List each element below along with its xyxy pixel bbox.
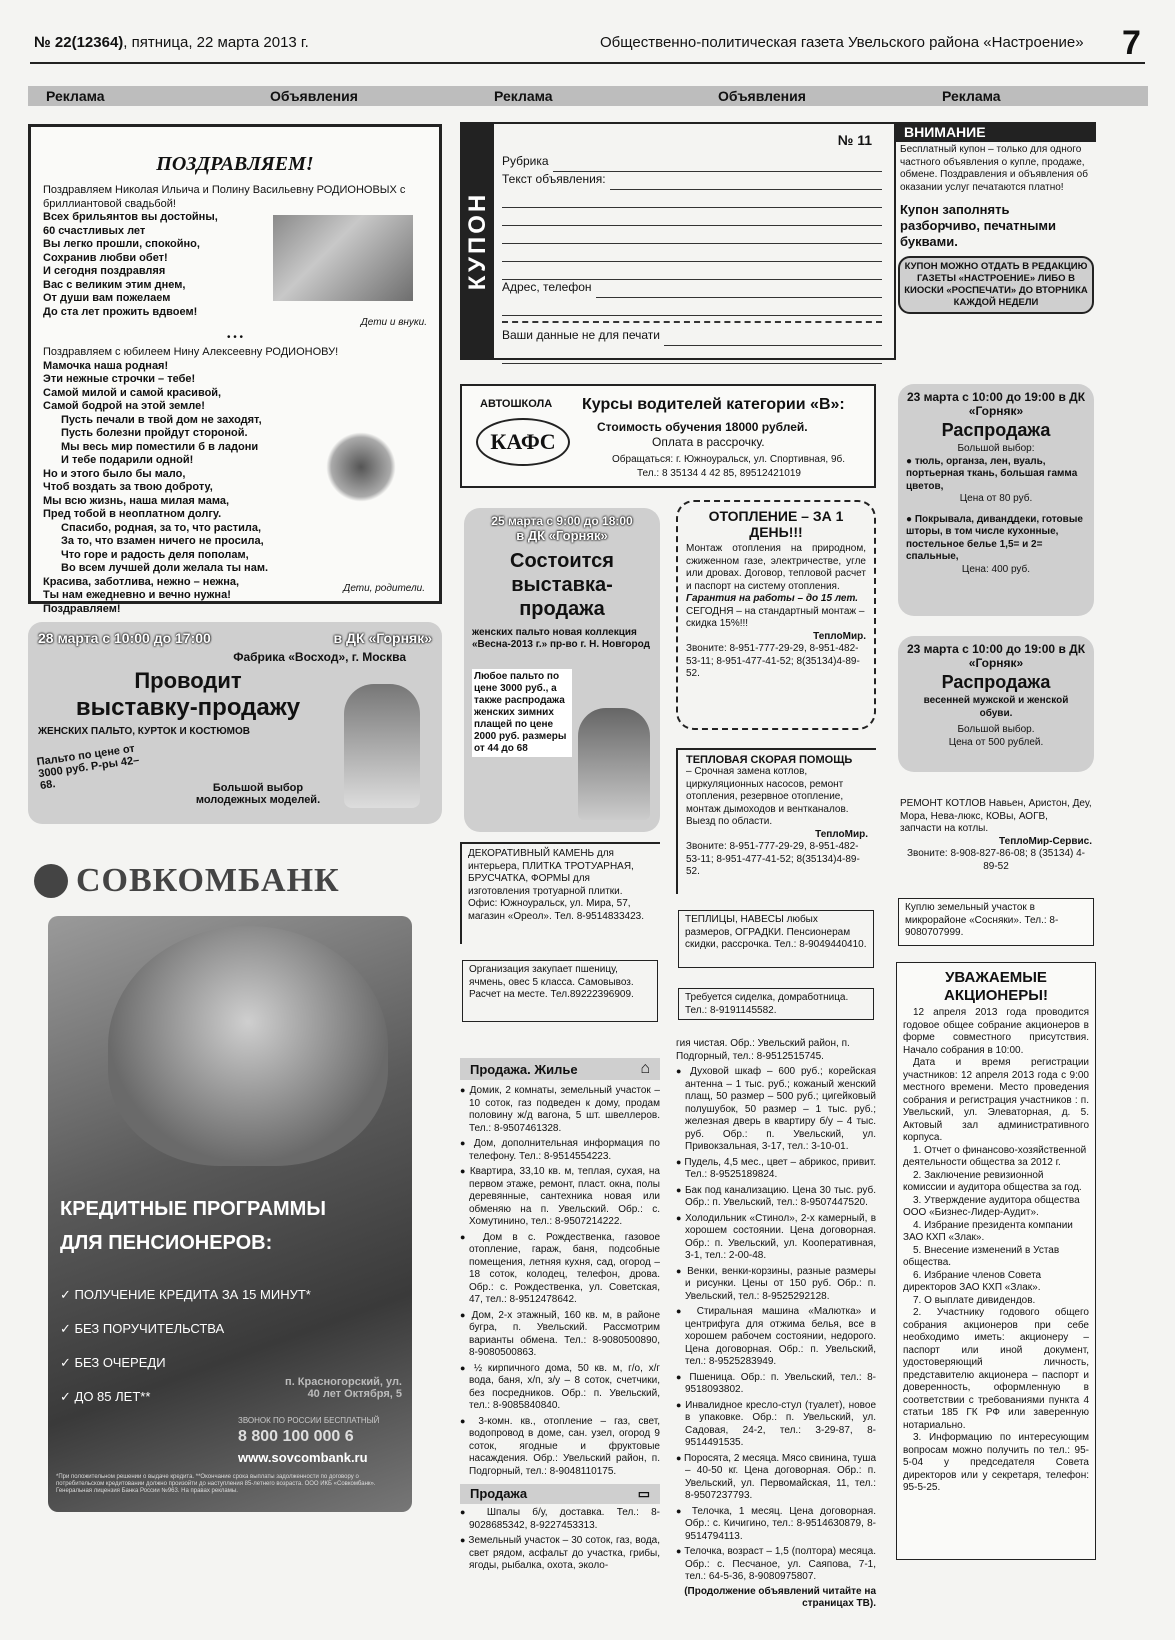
section-label: Объявления bbox=[718, 88, 806, 104]
autoschool-cost: Стоимость обучения 18000 рублей. bbox=[597, 420, 808, 434]
greeting-title: ПОЗДРАВЛЯЕМ! bbox=[156, 153, 314, 175]
sale-title bbox=[460, 1484, 660, 1504]
list-item: ● Квартира, 33,10 кв. м, теплая, сухая, на первом этаже, ремонт, пласт. окна, полы деревянные, сантехника новая или обменяю на п. Увельский. Обр.: с. Хомутинино, тел.: 8-9507214222. bbox=[460, 1165, 660, 1229]
issue-date: , пятница, 22 марта 2013 г. bbox=[123, 34, 309, 51]
sale1-item-1: ● тюль, органза, лен, вуаль, портьерная ткань, большая гамма цветов, bbox=[906, 455, 1078, 492]
list-item: ● Пудель, 4,5 мес., цвет – абрикос, привит. Тел.: 8-9525189824. bbox=[676, 1156, 876, 1182]
sale2-sub: весенней мужской и женской обуви. bbox=[923, 695, 1069, 719]
benefit-text: ДО 85 ЛЕТ** bbox=[74, 1389, 151, 1404]
poem-2 bbox=[43, 360, 323, 617]
notice-where: КУПОН МОЖНО ОТДАТЬ В РЕДАКЦИЮ ГАЗЕТЫ «НАСТРОЕНИЕ» ЛИБО В КИОСКИ «РОСПЕЧАТИ» ДО ВТОРНИКА КАЖДОЙ НЕДЕЛИ bbox=[898, 256, 1094, 314]
voshod-date: 28 марта с 10:00 до 17:00 bbox=[38, 630, 211, 646]
rubric-label: Рубрика bbox=[502, 154, 549, 168]
sale2-choice: Большой выбор. bbox=[957, 724, 1035, 735]
shareholders-para: 5. Внесение изменений в Устав общества. bbox=[903, 1244, 1060, 1268]
list-item: ● Венки, венки-корзины, разные размеры и рисунки. Цены от 150 руб. Обр.: п. Увельский, тел.: 8-9525292128. bbox=[676, 1265, 876, 1304]
poem-line: Ты нам ежедневно и вечно нужна! bbox=[43, 589, 231, 601]
heating-phone: Звоните: 8-951-777-29-29, 8-951-482-53-11; 8-951-477-41-52; 8(35134)4-89-52. bbox=[686, 643, 860, 679]
paper-name: Общественно-политическая газета Увельского района «Настроение» bbox=[600, 34, 1084, 51]
benefit-item: ✓ БЕЗ ПОРУЧИТЕЛЬСТВА bbox=[60, 1321, 225, 1336]
sale1-price-2: Цена: 400 руб. bbox=[961, 563, 1031, 575]
autoschool-ad bbox=[460, 384, 876, 488]
list-item: ● 3-комн. кв., отопление – газ, свет, водопровод в доме, сан. узел, огород 9 соток, ягодные и фруктовые насаждения. Обр.: Увельский район, п. Подгорный, тел.: 8-9048110175. bbox=[460, 1415, 660, 1479]
land-ad bbox=[898, 898, 1094, 946]
list-item: ● Стиральная машина «Малютка» и центрифуга для отжима белья, все в хорошем рабочем состоянии, недорого. Цена договорная. Обр.: п. Увельский, тел.: 8-9525283949. bbox=[676, 1305, 876, 1369]
sovcom-call: ЗВОНОК ПО РОССИИ БЕСПЛАТНЫЙ bbox=[238, 1416, 380, 1425]
text-field-line[interactable] bbox=[502, 226, 882, 244]
section-label: Реклама bbox=[494, 88, 553, 104]
shareholders-notice bbox=[896, 962, 1096, 1560]
sovcombank-name: СОВКОМБАНК bbox=[76, 862, 340, 899]
text-field-line[interactable] bbox=[502, 190, 882, 208]
sovcom-site: www.sovcombank.ru bbox=[238, 1450, 368, 1465]
poem-line: Чтоб воздать за твою доброту, bbox=[43, 481, 213, 493]
benefit-item: ✓ БЕЗ ОЧЕРЕДИ bbox=[60, 1355, 166, 1370]
separator: • • • bbox=[226, 331, 244, 343]
continuation-note: (Продолжение объявлений читайте на страницах ТВ). bbox=[684, 1585, 876, 1609]
list-item: ● Телочка, 1 месяц. Цена договорная. Обр.: с. Кичигино, тел.: 8-9514630879, 8-9514794113. bbox=[676, 1505, 876, 1544]
poem-line: Мы всю жизнь, наша милая мама, bbox=[43, 494, 230, 507]
greeting-intro-1: Поздравляем Николая Ильича и Полину Васильевну РОДИОНОВЫХ с бриллиантовой свадьбой! bbox=[43, 184, 406, 210]
tv-icon: ▭ bbox=[637, 1486, 650, 1501]
benefit-text: БЕЗ ПОРУЧИТЕЛЬСТВА bbox=[74, 1321, 225, 1336]
benefit-item: ✓ ПОЛУЧЕНИЕ КРЕДИТА ЗА 15 МИНУТ* bbox=[60, 1287, 311, 1302]
poem-line: Но и этого было бы мало, bbox=[43, 467, 186, 480]
sale-list-2 bbox=[676, 1065, 876, 1584]
heating-today: СЕГОДНЯ – на стандартный монтаж – скидка 15%!!! bbox=[686, 605, 865, 629]
sovcom-heading-1: КРЕДИТНЫЕ ПРОГРАММЫ bbox=[60, 1198, 326, 1220]
benefit-item: ✓ ДО 85 ЛЕТ** bbox=[60, 1389, 151, 1404]
text-field-line[interactable] bbox=[502, 262, 882, 280]
sale-column bbox=[676, 1038, 877, 1609]
issue-number: № 22(12364) bbox=[34, 34, 124, 51]
boilers-ad bbox=[896, 796, 1096, 882]
sale2-price: Цена от 500 рублей. bbox=[948, 736, 1044, 748]
poem-line: Красива, заботлива, нежно – нежна, bbox=[43, 575, 240, 588]
poem-line: Мамочка наша родная! bbox=[43, 359, 169, 372]
caption-children-parents: Дети, родители. bbox=[343, 582, 425, 594]
expo-ad bbox=[464, 508, 660, 832]
notice-fill: Купон заполнять разборчиво, печатными буквами. bbox=[900, 202, 1057, 249]
text-field[interactable] bbox=[610, 172, 882, 190]
emergency-text: – Срочная замена котлов, циркуляционных насосов, ремонт отопления, резервное отопление, монтаж дымоходов и вентканалов. Выезд по области. bbox=[686, 766, 849, 827]
shareholders-para: 1. Отчет о финансово-хозяйственной деятельности общества за 2012 г. bbox=[903, 1144, 1087, 1168]
list-item: ● Дом в с. Рождественка, газовое отопление, гараж, баня, подсобные помещения, летняя кухня, сад, огород – 18 соток, колодец, телефон, дрова. Обр.: с. Рождественка, ул. Советская, 47, тел.: 8-9512478642. bbox=[460, 1231, 660, 1307]
shareholders-para: 2. Участнику годового общего собрания акционеров при себе необходимо иметь: акционеру – паспорт или иной документ, удостоверяющий личность, представителю акционера – паспорт и доверенность, оформленную в соответствии с требованиями пункта 4 статьи 185 ГК РФ или заверенную нотариально. bbox=[903, 1307, 1089, 1431]
heating-title: ОТОПЛЕНИЕ – ЗА 1 ДЕНЬ!!! bbox=[708, 508, 844, 540]
section-label: Реклама bbox=[942, 88, 1001, 104]
address-label: Адрес, телефон bbox=[502, 280, 592, 294]
expo-place: в ДК «Горняк» bbox=[516, 528, 608, 543]
housing-column bbox=[460, 1036, 661, 1571]
poem-line: И сегодня поздравляя bbox=[43, 265, 166, 277]
autoschool-title: Курсы водителей категории «В»: bbox=[582, 396, 845, 413]
coupon-form bbox=[502, 154, 882, 364]
poem-line: Самой бодрой на этой земле! bbox=[43, 400, 205, 412]
coupon bbox=[460, 122, 896, 360]
emergency-title: ТЕПЛОВАЯ СКОРАЯ ПОМОЩЬ bbox=[686, 754, 853, 766]
poem-line: За то, что взамен ничего не просила, bbox=[61, 535, 264, 547]
section-label: Реклама bbox=[46, 88, 105, 104]
poem-line: Поздравляем! bbox=[43, 602, 121, 615]
private-field[interactable] bbox=[664, 328, 882, 346]
poem-line: До ста лет прожить вдвоем! bbox=[43, 305, 198, 318]
coupon-side-label bbox=[462, 124, 494, 358]
text-field-line[interactable] bbox=[502, 244, 882, 262]
poem-line: Вы легко прошли, спокойно, bbox=[43, 238, 200, 250]
sovcom-heading-2: ДЛЯ ПЕНСИОНЕРОВ: bbox=[60, 1232, 273, 1254]
poem-line: Мы весь мир поместили б в ладони bbox=[61, 440, 259, 453]
list-item: ● Инвалидное кресло-стул (туалет), новое в упаковке. Обр.: п. Увельский, ул. Садовая, 24-2, тел.: 3-29-87, 8-9514491535. bbox=[676, 1399, 876, 1450]
land-text: Куплю земельный участок в микрорайоне «Сосняки». Тел.: 8-9080707999. bbox=[905, 902, 1059, 938]
coat-image bbox=[344, 684, 420, 808]
sale-ad-1 bbox=[898, 384, 1094, 616]
boilers-phone: Звоните: 8-908-827-86-08; 8 (35134) 4-89-52 bbox=[906, 848, 1086, 872]
sovcom-address: п. Красногорский, ул. 40 лет Октября, 5 bbox=[285, 1376, 402, 1400]
voshod-choice: Большой выбор молодежных моделей. bbox=[195, 782, 321, 806]
sale-title-text: Продажа bbox=[470, 1486, 528, 1501]
sale-list bbox=[460, 1506, 660, 1573]
poem-line: Пусть печали в твой дом не заходят, bbox=[61, 413, 262, 426]
heating-guarantee: Гарантия на работы – до 15 лет. bbox=[686, 593, 859, 604]
poem-line: Пред тобой в неоплатном долгу. bbox=[43, 508, 222, 520]
shareholders-para: 4. Избрание президента компании ЗАО КХП «Злак». bbox=[903, 1219, 1073, 1243]
couple-photo bbox=[273, 215, 413, 301]
sovcombank-ad bbox=[34, 846, 442, 1536]
poem-line: Самой милой и самой красивой, bbox=[43, 386, 222, 399]
greenhouse-ad bbox=[678, 910, 874, 968]
autoschool-logo bbox=[476, 418, 570, 466]
sovcombank-poster bbox=[48, 916, 412, 1512]
shareholders-para: 6. Избрание членов Совета директоров ЗАО КХП «Злак». bbox=[903, 1269, 1042, 1293]
list-item: ● Дом, 2-х этажный, 160 кв. м, в районе бугра, п. Увельский. Рассмотрим варианты обмена. Тел.: 8-9080500890, 8-9080500863. bbox=[460, 1309, 660, 1360]
boilers-firm: ТеплоМир-Сервис. bbox=[999, 835, 1092, 847]
poem-line: Вас с великим этим днем, bbox=[43, 278, 186, 291]
list-item: ● Духовой шкаф – 600 руб.; корейская антенна – 1 тыс. руб.; кожаный женский плащ, 50 размер – 500 руб.; цигейковый полушубок, 50 размер – 1 тыс. руб.; железная дверь в квартиру б/у – 4 тыс. руб. Обр.: п. Увельский, ул. Привокзальная, 3-17, тел.: 3-10-01. bbox=[676, 1065, 876, 1154]
heating-text: Монтаж отопления на природном, сжиженном газе, электричестве, угле или дровах. Договор, тепловой расчет и паспорт на систему отопления. bbox=[686, 543, 866, 592]
address-field[interactable] bbox=[596, 280, 882, 298]
sovcom-fineprint: *При положительном решении о выдаче кредита. **Окончание срока выплаты задолженности по договору о потребительском кредитовании должно произойти до наступления 85-летнего возраста. ООО ИКБ «Совкомбанк». Генеральная лицензия Банка России №963. На правах рекламы. bbox=[56, 1474, 376, 1494]
coupon-side-text: КУПОН bbox=[464, 191, 491, 291]
list-item: ● Бак под канализацию. Цена 30 тыс. руб. Обр.: п. Увельский, тел.: 8-9507447520. bbox=[676, 1184, 876, 1210]
emergency-ad bbox=[676, 748, 876, 894]
shareholders-para: 7. О выплате дивидендов. bbox=[913, 1294, 1036, 1306]
autoschool-address: Обращаться: г. Южноуральск, ул. Спортивная, 9б. bbox=[612, 454, 846, 465]
address-field-line[interactable] bbox=[502, 298, 882, 316]
housing-title-text: Продажа. Жилье bbox=[470, 1061, 578, 1077]
private-field-line[interactable] bbox=[502, 346, 882, 364]
poem-line: Во всем лучшей доли желала ты нам. bbox=[61, 562, 269, 574]
coupon-number: № 11 bbox=[837, 132, 872, 148]
issue-line bbox=[34, 34, 309, 51]
sale1-item-2: ● Покрывала, диванддеки, готовые шторы, в том числе кухонные, постельное белье 1,5= и 2= спальные, bbox=[906, 513, 1083, 562]
benefit-text: ПОЛУЧЕНИЕ КРЕДИТА ЗА 15 МИНУТ* bbox=[74, 1287, 311, 1302]
heating-ad bbox=[676, 500, 876, 730]
stone-ad bbox=[460, 842, 660, 944]
list-item: ● Шпалы б/у, доставка. Тел.: 8-9028685342, 8-9227453313. bbox=[460, 1506, 660, 1532]
house-icon: ⌂ bbox=[640, 1060, 650, 1077]
shareholders-para: 12 апреля 2013 года проводится годовое общее собрание акционеров в форме совместного присутствия. Начало собрания в 10:00. bbox=[903, 1007, 1089, 1056]
expo-heading: Состоится выставка-продажа bbox=[510, 550, 614, 620]
list-item: ● Пшеница. Обр.: п. Увельский, тел.: 8-9518093802. bbox=[676, 1371, 876, 1397]
autoschool-phone: Тел.: 8 35134 4 42 85, 89512421019 bbox=[637, 468, 801, 479]
voshod-heading-1: Проводит bbox=[134, 668, 242, 693]
poem-line: Сохранив любви обет! bbox=[43, 251, 168, 264]
poem-line: Всех брильянтов вы достойны, bbox=[43, 211, 218, 223]
sale2-date: 23 марта с 10:00 до 19:00 в ДК «Горняк» bbox=[906, 642, 1086, 670]
voshod-sub: ЖЕНСКИХ ПАЛЬТО, КУРТОК И КОСТЮМОВ bbox=[38, 726, 251, 737]
sale1-item-1-text: тюль, органза, лен, вуаль, портьерная ткань, большая гамма цветов, bbox=[906, 455, 1078, 492]
boilers-text bbox=[900, 798, 1092, 836]
cut-line bbox=[502, 321, 882, 323]
sale1-title: Распродажа bbox=[941, 420, 1051, 440]
sale-ad-2 bbox=[898, 636, 1094, 772]
poem-line: Что горе и радость деля пополам, bbox=[61, 548, 249, 561]
voshod-heading-2: выставку-продажу bbox=[75, 694, 301, 721]
expo-date: 25 марта с 9:00 до 18:00 bbox=[491, 514, 633, 528]
boilers-text-span: РЕМОНТ КОТЛОВ Навьен, Аристон, Деу, Мора, Нева-люкс, КОВы, АОГВ, запчасти на котлы. bbox=[900, 798, 1092, 834]
poem-line: И тебе подарили одной! bbox=[61, 454, 194, 466]
jacket-image bbox=[578, 708, 650, 820]
notice-title: ВНИМАНИЕ bbox=[896, 122, 1096, 142]
list-item-cont: гия чистая. Обр.: Увельский район, п. Подгорный, тел.: 8-9512515745. bbox=[676, 1038, 850, 1062]
sale2-title: Распродажа bbox=[941, 672, 1051, 692]
autoschool-pay: Оплата в рассрочку. bbox=[652, 435, 765, 449]
heating-firm: ТеплоМир. bbox=[813, 630, 866, 642]
sale1-choice: Большой выбор: bbox=[957, 443, 1035, 454]
caption-children: Дети и внуки. bbox=[360, 317, 427, 328]
sale1-price-1: Цена от 80 руб. bbox=[959, 493, 1033, 504]
stone-text: ДЕКОРАТИВНЫЙ КАМЕНЬ для интерьера, ПЛИТКА ТРОТУАРНАЯ, БРУСЧАТКА, ФОРМЫ для изготовления тротуарной плитки. Офис: Южноуральск, ул. Мира, 57, магазин «Ореол». Тел. 8-9514833423. bbox=[468, 848, 644, 922]
list-item: ● Домик, 2 комнаты, земельный участок – 10 соток, газ подведен к дому, продам половину ж/д вагона, 5 шт. швеллеров. Тел.: 8-9507461328. bbox=[460, 1084, 660, 1135]
grain-ad bbox=[462, 960, 658, 1022]
list-item: ● Поросята, 2 месяца. Мясо свинина, туша – 40-50 кг. Цена договорная. Обр.: п. Увельский, ул. Первомайская, 11, тел.: 8-9507237793. bbox=[676, 1452, 876, 1503]
flowers-image bbox=[326, 432, 396, 502]
sovcom-phone: 8 800 100 000 6 bbox=[238, 1428, 354, 1445]
poem-1 bbox=[43, 211, 273, 319]
text-field-line[interactable] bbox=[502, 208, 882, 226]
rubric-field[interactable] bbox=[553, 154, 882, 172]
autoschool-logo-text: КАФС bbox=[490, 429, 556, 454]
text-label: Текст объявления: bbox=[502, 172, 606, 186]
voshod-price: Пальто по цене от 3000 руб. Р-ры 42–68. bbox=[36, 742, 141, 793]
autoschool-label: АВТОШКОЛА bbox=[480, 398, 553, 410]
poem-line: Пусть болезни пройдут стороной. bbox=[61, 427, 248, 439]
voshod-factory: Фабрика «Восход», г. Москва bbox=[233, 650, 406, 664]
emergency-firm: ТеплоМир. bbox=[815, 828, 868, 840]
housing-list bbox=[460, 1084, 660, 1478]
expo-price: Любое пальто по цене 3000 руб., а также распродажа женских зимних плащей по цене 2000 руб. размеры от 44 до 68 bbox=[472, 669, 572, 757]
poem-line: Эти нежные строчки – тебе! bbox=[43, 373, 196, 385]
header-rule bbox=[30, 62, 1145, 64]
shareholders-para: 3. Информацию по интересующим вопросам можно получить по тел.: 95-5-04 у председателя Совета директоров или у секретаря, телефон: 95-5-25. bbox=[903, 1432, 1089, 1493]
shareholders-title: УВАЖАЕМЫЕ АКЦИОНЕРЫ! bbox=[944, 969, 1048, 1004]
poem-line: Спасибо, родная, за то, что растила, bbox=[61, 521, 262, 534]
voshod-ad bbox=[28, 622, 442, 824]
page-number: 7 bbox=[1122, 24, 1141, 62]
private-label: Ваши данные не для печати bbox=[502, 328, 661, 342]
shareholders-para: 2. Заключение ревизионной комиссии и аудитора общества за год. bbox=[903, 1169, 1082, 1193]
notice bbox=[896, 122, 1096, 360]
list-item: ● Земельный участок – 30 соток, газ, вода, свет рядом, асфальт до участка, грибы, ягоды, рыбалка, охота, эколо- bbox=[460, 1534, 660, 1573]
nurse-ad bbox=[678, 988, 874, 1020]
shareholders-para: Дата и время регистрации участников: 12 апреля 2013 года с 9:00 местного времени. Место проведения собрания и регистрация участников : п. Увельский, ул. Элеваторная, д. 5. Актовый зал административного корпуса. bbox=[903, 1057, 1089, 1143]
benefit-text: БЕЗ ОЧЕРЕДИ bbox=[74, 1355, 166, 1370]
list-item: ● Телочка, возраст – 1,5 (полтора) месяца. Обр.: с. Песчаное, ул. Саяпова, 7-1, тел.: 64-5-36, 8-9080975807. bbox=[676, 1545, 876, 1584]
poem-line: 60 счастливых лет bbox=[43, 224, 146, 237]
greeting-intro-2: Поздравляем с юбилеем Нину Алексеевну РОДИОНОВУ! bbox=[43, 346, 339, 358]
housing-title bbox=[460, 1058, 660, 1080]
shareholders-para: 3. Утверждение аудитора общества ООО «Бизнес-Лидер-Аудит». bbox=[903, 1194, 1080, 1218]
poem-line: От души вам пожелаем bbox=[43, 292, 171, 304]
section-bar bbox=[28, 86, 1148, 106]
sovcombank-logo bbox=[34, 846, 442, 916]
emergency-phone: Звоните: 8-951-777-29-29, 8-951-482-53-11; 8-951-477-41-52; 8(35134)4-89-52. bbox=[686, 841, 860, 877]
nurse-text: Требуется сиделка, домработница. Тел.: 8-9191145582. bbox=[685, 992, 849, 1016]
expo-sub: женских пальто новая коллекция «Весна-2013 г.» пр-во г. Н. Новгород bbox=[472, 627, 650, 650]
notice-text: Бесплатный купон – только для одного частного объявления о купле, продаже, обмене. Поздравления и объявления об оказании услуг печатаются платно! bbox=[900, 144, 1088, 193]
greeting-box bbox=[28, 124, 442, 615]
list-item: ● Холодильник «Стинол», 2-х камерный, в хорошем состоянии. Цена договорная. Обр.: п. Увельский, ул. Кооперативная, 3-1, тел.: 2-00-48. bbox=[676, 1212, 876, 1263]
grain-text: Организация закупает пшеницу, ячмень, овес 5 класса. Самовывоз. Расчет на месте. Тел.89222396909. bbox=[469, 964, 634, 1000]
voshod-place: в ДК «Горняк» bbox=[333, 630, 432, 646]
section-label: Объявления bbox=[270, 88, 358, 104]
sale1-date: 23 марта с 10:00 до 19:00 в ДК «Горняк» bbox=[906, 390, 1086, 418]
bank-logo-icon bbox=[34, 864, 68, 898]
sale1-item-2-text: Покрывала, диванддеки, готовые шторы, в том числе кухонные, постельное белье 1,5= и 2= спальные, bbox=[906, 513, 1083, 562]
greenhouse-text: ТЕПЛИЦЫ, НАВЕСЫ любых размеров, ОГРАДКИ. Пенсионерам скидки, рассрочка. Тел.: 8-9049440410. bbox=[685, 914, 867, 950]
list-item: ● ½ кирпичного дома, 50 кв. м, г/о, х/г вода, баня, х/п, з/у – 8 соток, счетчики, без посредников. Обр.: п. Увельский, тел.: 8-9085840840. bbox=[460, 1362, 660, 1413]
pensioner-photo bbox=[108, 926, 388, 1166]
list-item: ● Дом, дополнительная информация по телефону. Тел.: 8-9514554223. bbox=[460, 1137, 660, 1163]
